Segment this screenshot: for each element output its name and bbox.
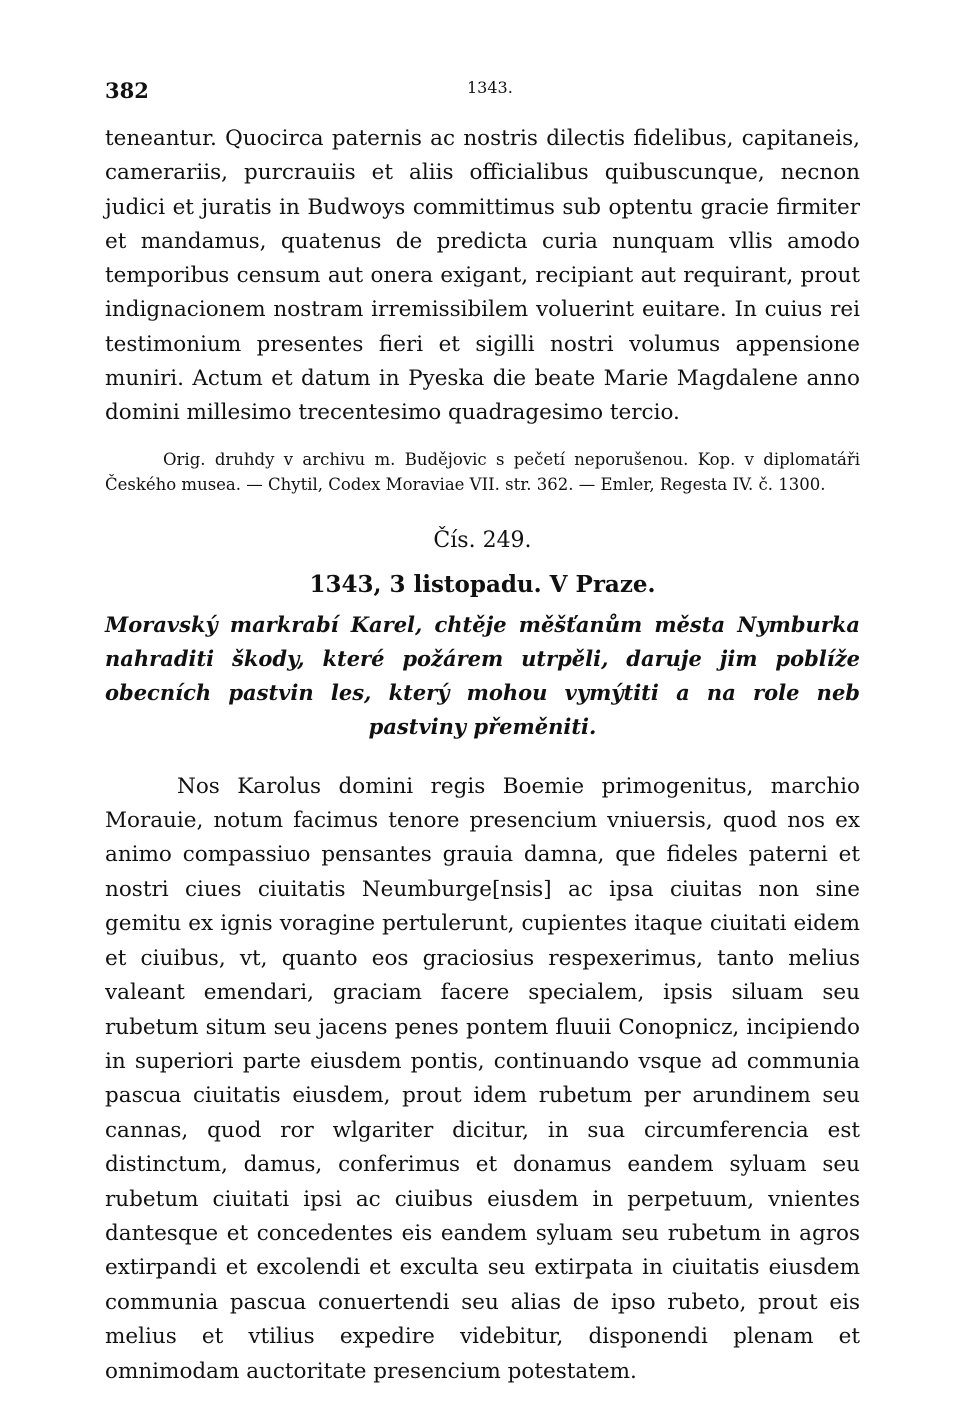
running-year: 1343. [467, 78, 513, 97]
charter-number: Čís. 249. [433, 527, 532, 553]
charter-text: Nos Karolus domini regis Boemie primogenitus, marchio Morauie, notum facimus tenore presencium vniuersis, quod nos ex animo compassiuo pensantes grauia damna, que fideles paterni et nostri ciues ciuitatis Neumburge[nsis] ac ipsa ciuitas non sine gemitu ex ignis voragine pertulerunt, cupientes itaque ciuitati eidem et ciuibus, vt, quanto eos graciosius respexerimus, tanto melius valeant emendari, graciam facere specialem, ipsis siluam seu rubetum situm seu jacens penes pontem fluuii Conopnicz, incipiendo in superiori parte eiusdem pontis, continuando vsque ad communia pascua ciuitatis eiusdem, prout idem rubetum per arundinem seu cannas, quod ror wlgariter dicitur, in sua circumferencia est distinctum, damus, conferimus et donamus eandem syluam seu rubetum ciuitati ipsi ac ciuibus eiusdem in perpetuum, vnientes dantesque et concedentes eis eandem syluam seu rubetum in agros extirpandi et excolendi et exculta seu extirpata in ciuitatis eiusdem communia pascua conuertendi seu alias de ipso rubeto, prout eis melius et vtilius expedire videbitur, disponendi plenam et omnimodam auctoritate presencium potestatem. [105, 773, 860, 1384]
running-head [105, 70, 860, 110]
page-number: 382 [105, 78, 149, 103]
source-note: Orig. druhdy v archivu m. Budějovic s pečetí neporušenou. Kop. v diplomatáři Českého musea. — Chytil, Codex Moraviae VII. str. 362. — Emler, Regesta IV. č. 1300. [105, 449, 860, 495]
book-page [105, 70, 860, 1389]
charter-regest: Moravský markrabí Karel, chtěje měšťanům města Nymburka nahraditi škody, které požárem utrpěli, daruje jim poblíže obecních pastvin les, který mohou vymýtiti a na role neb pastviny přeměniti. [105, 611, 860, 739]
continuation-paragraph: teneantur. Quocirca paternis ac nostris dilectis fidelibus, capitaneis, camerariis, purcrauiis et aliis officialibus quibuscunque, necnon judici et juratis in Budwoys committimus sub optentu gracie firmiter et mandamus, quatenus de predicta curia nunquam vllis amodo temporibus censum aut onera exigant, recipiant aut requirant, prout indignacionem nostram irremissibilem voluerint euitare. In cuius rei testimonium presentes fieri et sigilli nostri volumus appensione muniri. Actum et datum in Pyeska die beate Marie Magdalene anno domini millesimo trecentesimo quadragesimo tercio. [105, 126, 860, 426]
charter-date-place: 1343, 3 listopadu. V Praze. [309, 570, 656, 598]
